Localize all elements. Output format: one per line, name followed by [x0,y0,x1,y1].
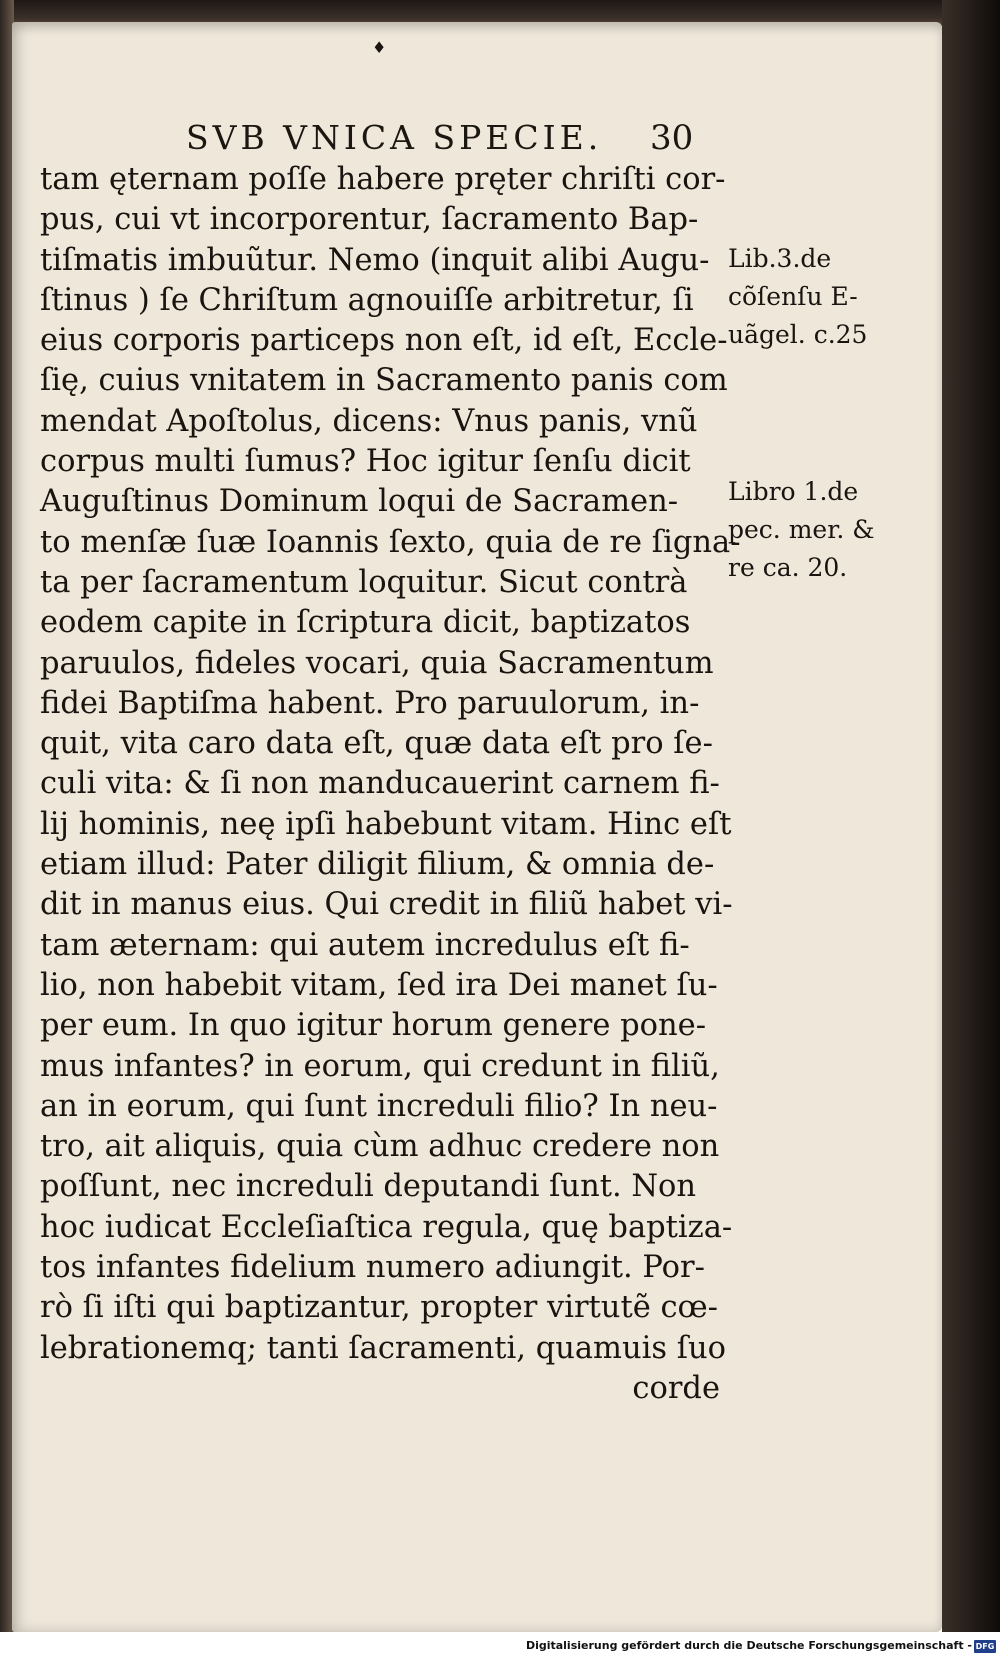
text-line: tos infantes fidelium numero adiungit. Por- [40,1250,705,1286]
text-line: ſię, cuius vnitatem in Sacramento panis com [40,363,728,399]
text-line: tiſmatis imbuũtur. Nemo (inquit alibi Augu- [40,242,710,278]
book-edge-right [942,0,1000,1632]
printer-mark: ♦ [372,38,387,57]
margin-note-line: Libro 1.de [728,477,859,506]
text-line: eius corporis particeps non eſt, id eſt, Eccle- [40,323,728,359]
margin-note-line: pec. mer. & [728,515,875,544]
text-line: per eum. In quo igitur horum genere pone- [40,1008,706,1044]
body-text [40,160,741,1409]
text-line: ta per ſacramentum loquitur. Sicut contrà [40,564,688,600]
text-line: an in eorum, qui ſunt increduli filio? In neu- [40,1088,718,1124]
margin-note-2 [728,473,898,587]
text-line: pus, cui vt incorporentur, ſacramento Bap- [40,202,699,238]
footer-bar [0,1632,1000,1658]
page-number: 30 [650,118,694,158]
text-line: quit, vita caro data eſt, quæ data eſt pro ſe- [40,726,713,762]
text-line: tam æternam: qui autem incredulus eſt fi- [40,927,690,963]
margin-note-1 [728,240,898,354]
text-line: tro, ait aliquis, quia cùm adhuc credere non [40,1129,720,1165]
margin-note-line: cõſenſu E- [728,282,858,311]
text-line: tam ęternam poſſe habere pręter chriſti cor- [40,162,726,197]
text-line: ſtinus ) ſe Chriſtum agnouiſſe arbitretur, ſi [40,282,694,318]
text-line: eodem capite in ſcriptura dicit, baptizatos [40,605,691,641]
text-line: fidei Baptiſma habent. Pro paruulorum, in- [40,685,700,721]
text-line: rò ſi iſti qui baptizantur, propter virtutẽ cœ- [40,1290,718,1326]
margin-note-line: Lib.3.de [728,244,832,273]
text-line: culi vita: & ſi non manducauerint carnem fi- [40,766,720,802]
text-line: mus infantes? in eorum, qui credunt in filiũ, [40,1048,720,1084]
dfg-logo: DFG [975,1642,995,1651]
text-line: lio, non habebit vitam, ſed ira Dei manet ſu- [40,967,718,1003]
footer-credit: Digitalisierung gefördert durch die Deutsche Forschungsgemeinschaft - [525,1639,972,1652]
text-line: mendat Apoſtolus, dicens: Vnus panis, vnũ [40,403,698,439]
text-line: dit in manus eius. Qui credit in filiũ habet vi- [40,887,733,923]
margin-note-line: re ca. 20. [728,553,848,582]
text-line: to menſæ ſuæ Ioannis ſexto, quia de re ſigna- [40,524,741,560]
text-line: poſſunt, nec increduli deputandi ſunt. Non [40,1169,697,1205]
text-line: lij hominis, neę ipſi habebunt vitam. Hinc eſt [40,806,732,842]
text-line: lebrationemq; tanti ſacramenti, quamuis ſuo [40,1330,727,1366]
text-line: Auguſtinus Dominum loqui de Sacramen- [40,484,679,520]
margin-note-line: uãgel. c.25 [728,320,868,349]
text-line: paruulos, fideles vocari, quia Sacramentum [40,645,714,681]
text-line: hoc iudicat Eccleſiaſtica regula, quę baptiza- [40,1209,733,1245]
text-line: corde [632,1370,720,1406]
text-line: etiam illud: Pater diligit filium, & omnia de- [40,847,715,883]
text-line: corpus multi ſumus? Hoc igitur ſenſu dicit [40,444,691,480]
running-head: SVB VNICA SPECIE. [186,118,603,157]
